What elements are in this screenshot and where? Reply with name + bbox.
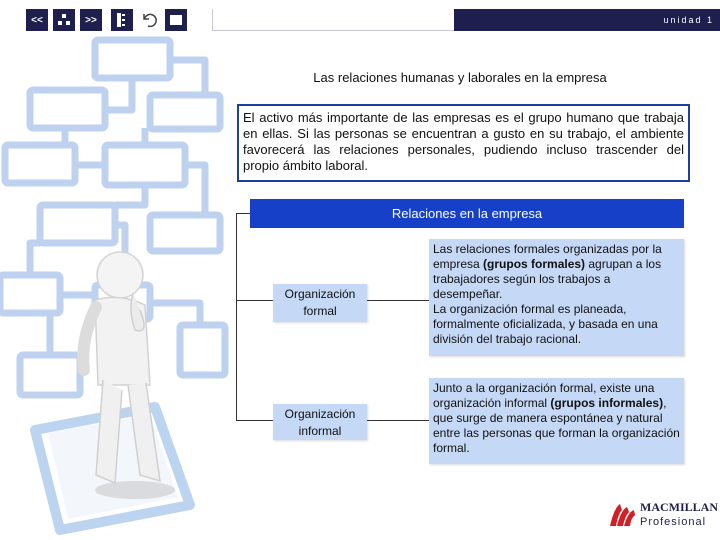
menu-list-icon [115,12,129,28]
back-return-icon [140,10,160,30]
index-button[interactable] [53,9,75,31]
informal-org-label [273,404,367,440]
prev-button[interactable] [26,9,48,31]
menu-button[interactable] [111,9,133,31]
tree-vertical-line [236,213,237,420]
section-title: Relaciones en la empresa [391,206,543,221]
page-title: Las relaciones humanas y laborales en la empresa [313,70,607,85]
informal-desc-pre: Junto a la organización formal, existe una organización informal [433,381,655,410]
formal-desc-post: agrupan a los trabajadores según los trabajos a desempeñar. [433,257,662,301]
next-icon: >> [85,14,97,26]
publisher-logo [608,498,718,534]
formal-org-label [273,284,367,322]
formal-org-title: Organización formal [284,287,356,318]
stop-square-icon [169,13,183,27]
intro-text: El activo más importante de las empresas es el grupo humano que trabaja en ellas. Si las personas se encuentran a gusto en su trabajo, el ambiente favorecerá las relaciones personales, pudiendo incluso trascender del propio ámbito laboral. [243,110,684,173]
stop-button[interactable] [165,9,187,31]
next-button[interactable] [80,9,102,31]
formal-desc-pre: Las relaciones formales organizadas por la empresa [433,242,662,271]
section-header [250,199,684,228]
link-formal-desc [367,300,429,301]
formal-desc-2: La organización formal es planeada, formalmente oficializada, y basada en una división del trabajo racional. [433,302,658,346]
informal-desc-bold: (grupos informales) [550,396,664,410]
index-grid-icon [57,13,71,27]
logo-sub: Profesional [640,516,707,528]
link-informal-desc [367,420,429,421]
flowchart-background [0,35,230,540]
back-button[interactable] [139,9,161,31]
formal-org-description [429,239,684,356]
logo-name: MACMILLAN [640,500,718,514]
unit-label: unidad 1 [663,15,714,25]
intro-text-box [237,104,690,182]
prev-icon: << [31,14,43,26]
tree-branch-informal [236,420,273,421]
unit-banner [454,9,720,31]
informal-org-title: Organización informal [284,407,356,438]
formal-desc-bold: (grupos formales) [483,257,586,271]
header-divider [212,9,454,31]
tree-branch-formal [236,300,273,301]
informal-desc-post: , que surge de manera espontánea y natural entre las personas que forman la organización formal. [433,396,680,455]
tree-top-line [236,213,250,214]
macmillan-logo-icon [608,500,636,530]
informal-org-description [429,378,684,464]
